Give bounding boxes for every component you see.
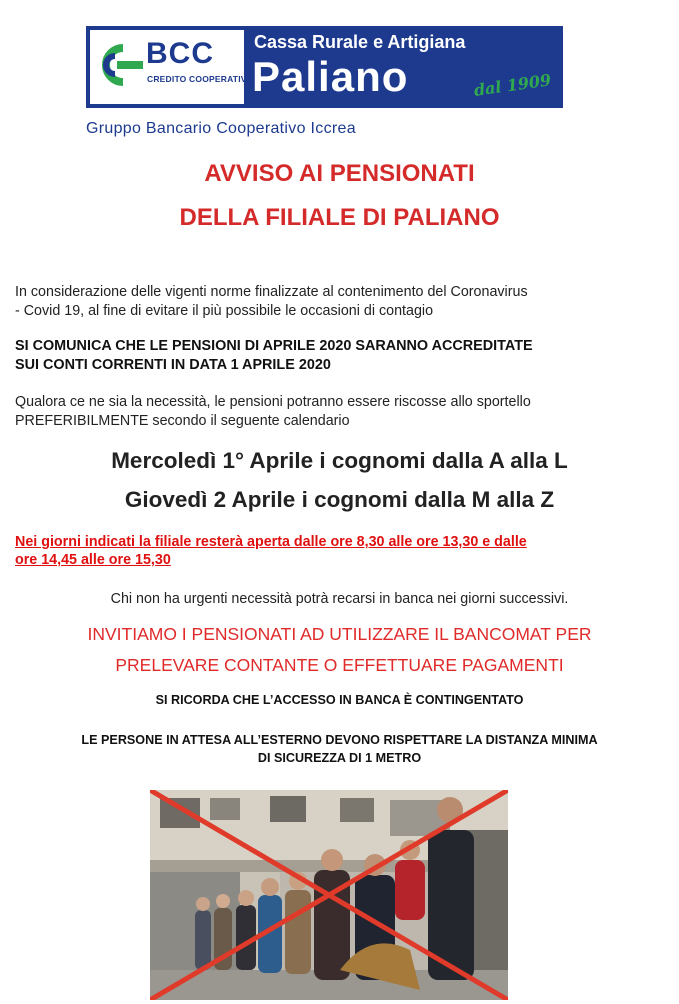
distance-notice-line2: DI SICUREZZA DI 1 METRO (257, 751, 422, 765)
later-days-text: Chi non ha urgenti necessità potrà recarsi in banca nei giorni successivi. (110, 591, 569, 607)
schedule-day2: Giovedì 2 Aprile i cognomi dalla M alla Z (124, 487, 555, 512)
calendar-intro-line2: PREFERIBILMENTE secondo il seguente calendario (15, 413, 350, 429)
calendar-intro-line1: Qualora ce ne sia la necessità, le pensioni potranno essere riscosse allo sportello (15, 394, 531, 410)
opening-hours-line1: Nei giorni indicati la filiale resterà aperta dalle ore 8,30 alle ore 13,30 e dalle (15, 534, 527, 550)
opening-hours-line2: ore 14,45 alle ore 15,30 (15, 552, 171, 568)
bank-subtitle: Cassa Rurale e Artigiana (254, 32, 466, 52)
notice-title-line2: DELLA FILIALE DI PALIANO (179, 204, 500, 231)
distance-notice-line1: LE PERSONE IN ATTESA ALL’ESTERNO DEVONO RISPETTARE LA DISTANZA MINIMA (81, 733, 598, 747)
bcc-logo-icon (93, 40, 151, 90)
announcement-line1: SI COMUNICA CHE LE PENSIONI DI APRILE 2020 SARANNO ACCREDITATE (15, 338, 533, 354)
bank-name: Paliano (252, 53, 409, 100)
access-limited-notice: SI RICORDA CHE L’ACCESSO IN BANCA È CONTINGENTATO (155, 693, 524, 707)
intro-text-line1: In considerazione delle vigenti norme finalizzate al contenimento del Coronavirus (15, 284, 528, 300)
bancomat-invite-line1: INVITIAMO I PENSIONATI AD UTILIZZARE IL BANCOMAT PER (87, 624, 592, 644)
intro-text-line2: - Covid 19, al fine di evitare il più possibile le occasioni di contagio (15, 303, 434, 319)
logo-text: BCC (146, 37, 214, 70)
bancomat-invite-line2: PRELEVARE CONTANTE O EFFETTUARE PAGAMENTI (115, 655, 564, 675)
announcement-line2: SUI CONTI CORRENTI IN DATA 1 APRILE 2020 (15, 357, 331, 373)
logo-subtext: CREDITO COOPERATIVO (147, 74, 254, 84)
founded-label: dal 1909 (472, 70, 553, 100)
banking-group-label: Gruppo Bancario Cooperativo Iccrea (86, 120, 356, 137)
schedule-day1: Mercoledì 1° Aprile i cognomi dalla A alla L (111, 448, 568, 473)
crossed-out-queue-photo (150, 790, 508, 1000)
opening-hours-notice (15, 533, 663, 569)
notice-title-line1: AVVISO AI PENSIONATI (204, 160, 475, 187)
